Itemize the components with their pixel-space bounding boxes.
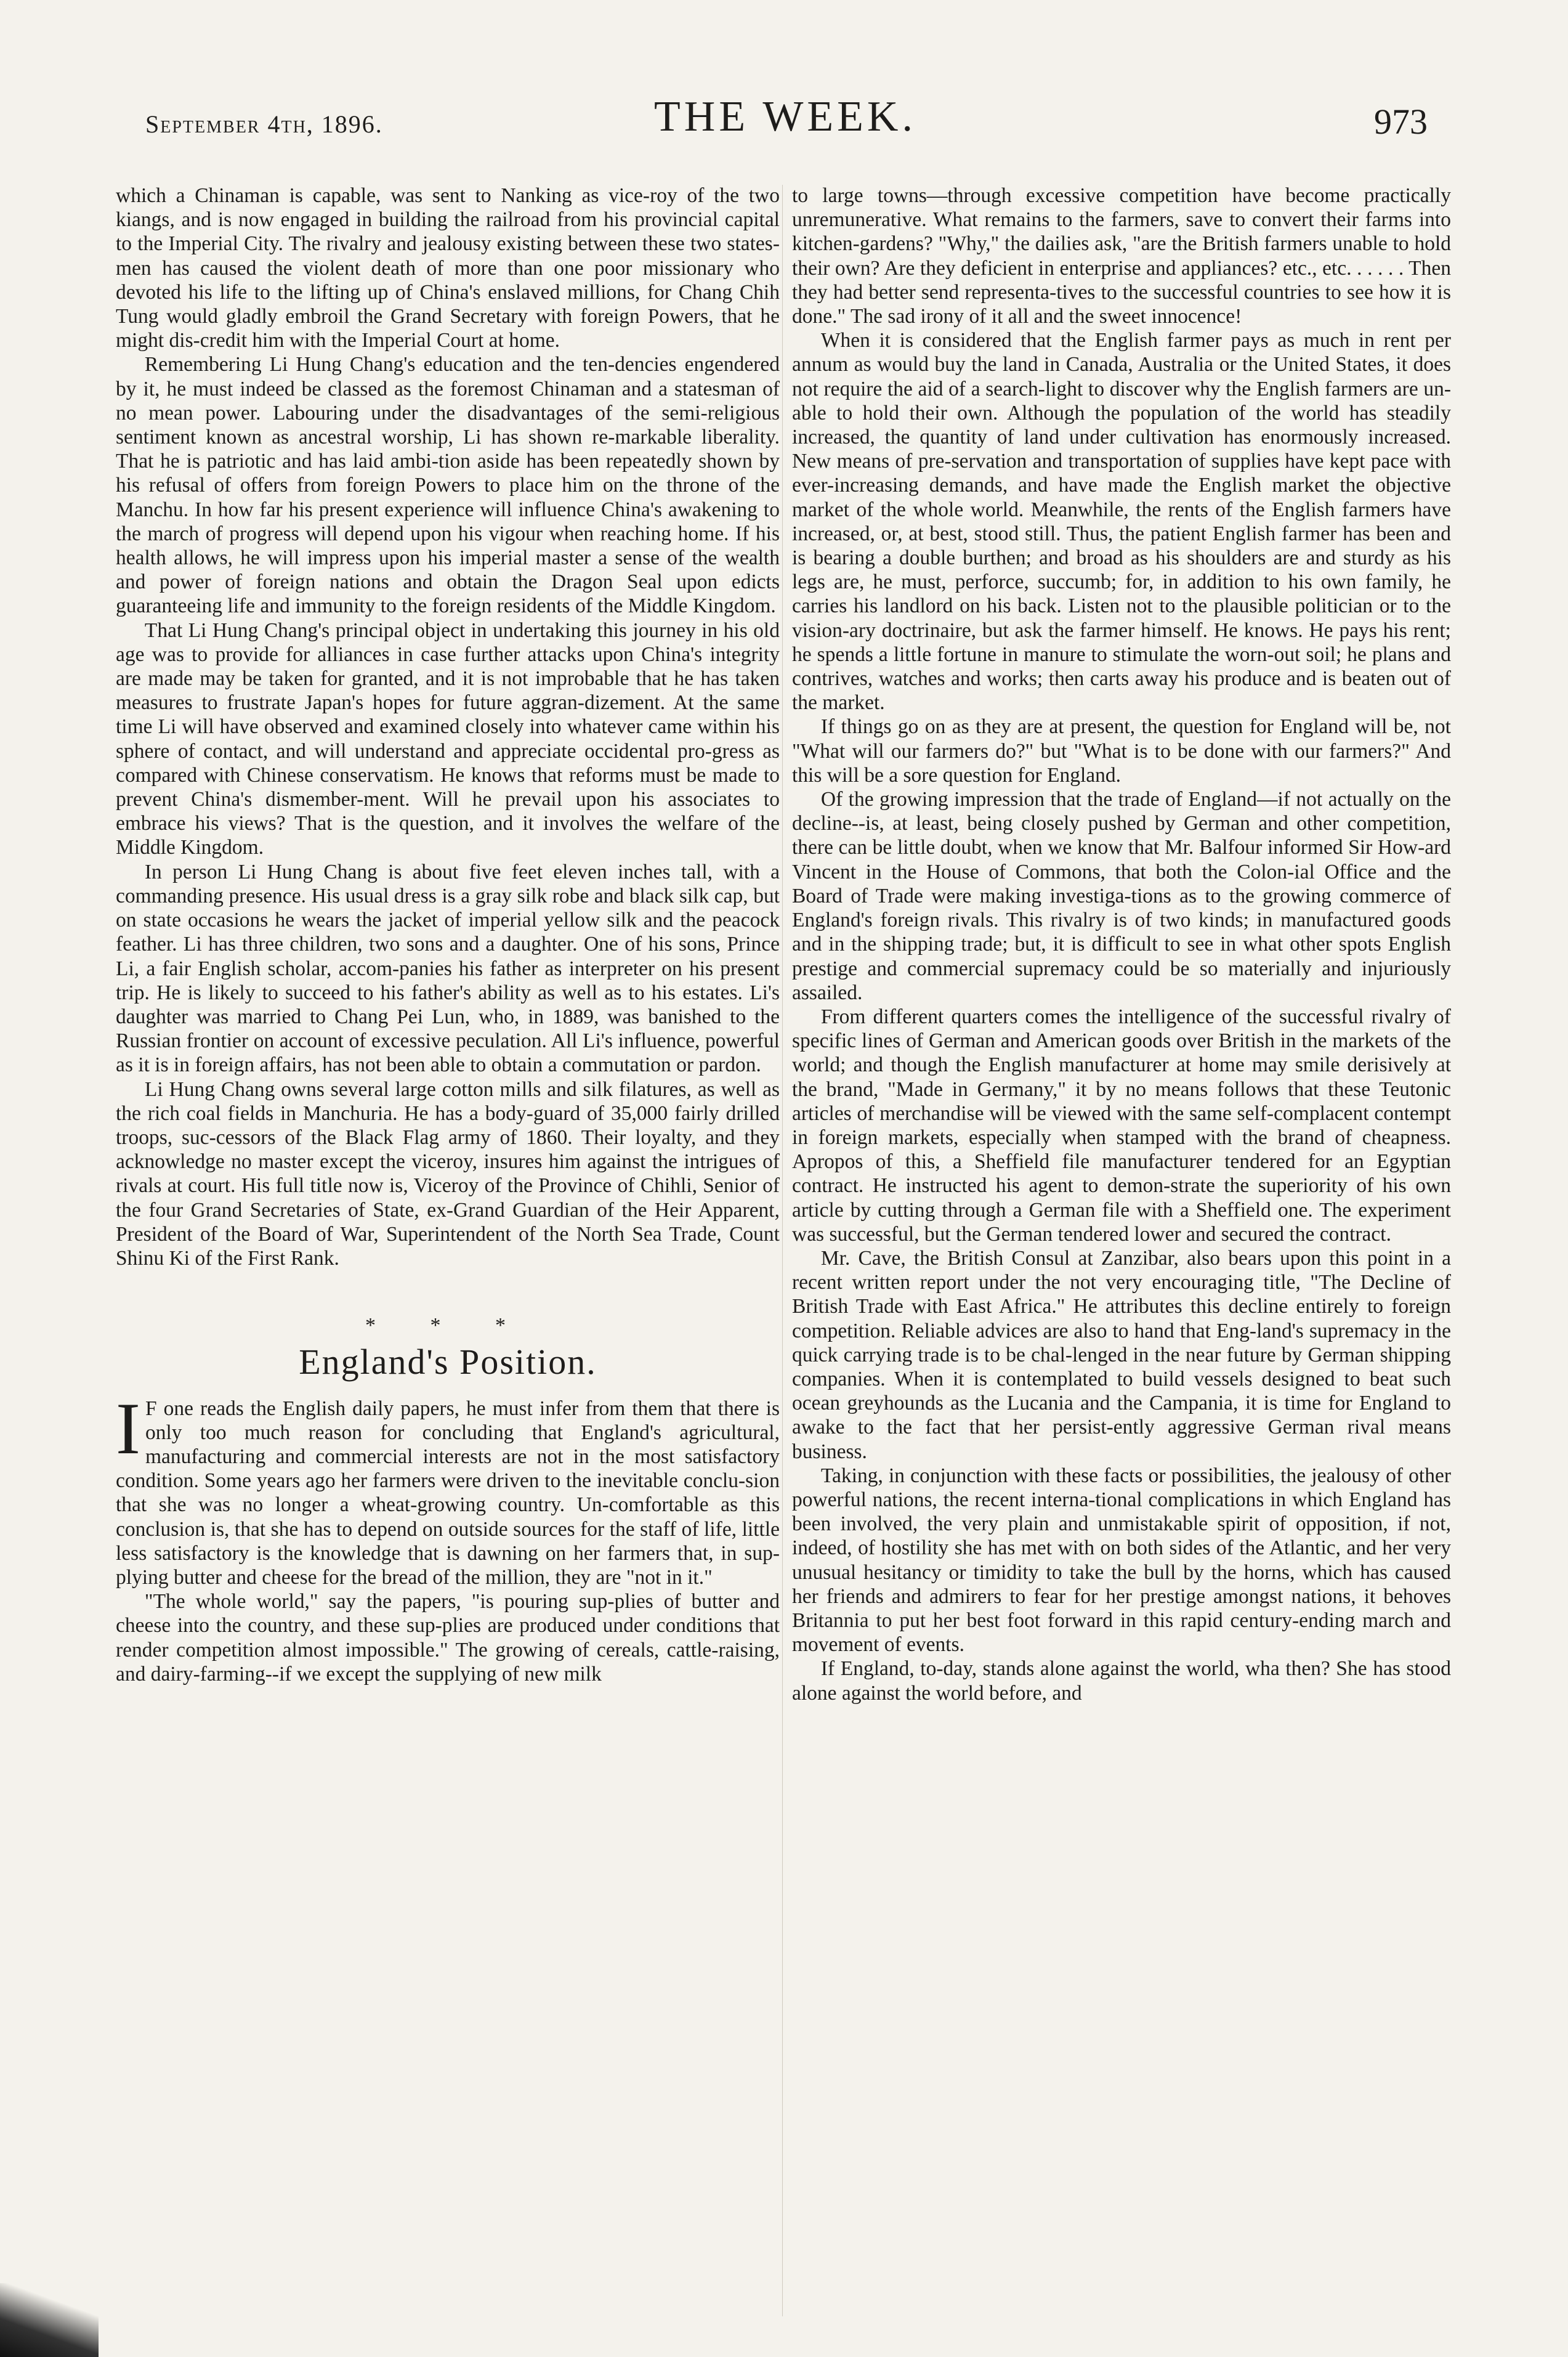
paragraph: Mr. Cave, the British Consul at Zanzibar, also bears upon this point in a recent written report under the not very encouraging title, "The Decline of British Trade with East Africa." He attributes this decline entirely to foreign competition. Reliable advices are also to hand that Eng-land's supremacy in the quick carrying trade is to be chal-lenged in the near future by German shipping companies. When it is contemplated to build vessels designed to beat such ocean greyhounds as the Lucania and the Campania, it is time for England to awake to the fact that her persist-ently aggressive German rival means business. xyxy=(792,1246,1451,1463)
paragraph: When it is considered that the English farmer pays as much in rent per annum as would buy the land in Canada, Australia or the United States, it does not require the aid of a search-light to discover why the English farmers are un-able to hold their own. Although the population of the world has steadily increased, the quantity of land under cultivation has enormously increased. New means of pre-servation and transportation of supplies have kept pace with ever-increasing demands, and have made the English market the objective market of the whole world. Meanwhile, the rents of the English farmers have increased, or, at best, stood still. Thus, the patient English farmer has been and is bearing a double burthen; and broad as his shoulders are and sturdy as his legs are, he must, perforce, succumb; for, in addition to his own family, he carries his landlord on his back. Listen not to the plausible politician or to the vision-ary doctrinaire, but ask the farmer himself. He knows. He pays his rent; he spends a little fortune in manure to stimulate the worn-out soil; he plans and contrives, watches and works; then carts away his produce and is beaten out of the market. xyxy=(792,329,1451,715)
drop-cap: I xyxy=(116,1387,140,1469)
paragraph: That Li Hung Chang's principal object in undertaking this journey in his old age was to provide for alliances in case further attacks upon China's integrity are made may be taken for granted, and it is not improbable that he has taken measures to frustrate Japan's hopes for future aggran-dizement. At the same time Li will have observed and examined closely into whatever came within his sphere of contact, and will understand and appreciate occidental pro-gress as compared with Chinese conservatism. He knows that reforms must be made to prevent China's dismember-ment. Will he prevail upon his associates to embrace his views? That is the question, and it involves the welfare of the Middle Kingdom. xyxy=(116,619,780,859)
page-number: 973 xyxy=(1374,102,1428,142)
issue-date: September 4th, 1896. xyxy=(145,110,383,138)
paragraph: Remembering Li Hung Chang's education and the ten-dencies engendered by it, he must indeed be classed as the foremost Chinaman and a statesman of no mean power. Labouring under the disadvantages of the semi-religious sentiment known as ancestral worship, Li has shown re-markable liberality. That he is patriotic and has laid ambi-tion aside has been repeatedly shown by his refusal of offers from foreign Powers to place him on the throne of the Manchu. In how far his present experience will influence China's awakening to the march of progress will depend upon his vigour when reaching home. If his health allows, he will impress upon his imperial master a sense of the wealth and power of foreign nations and obtain the Dragon Seal upon edicts guaranteeing life and immunity to the foreign residents of the Middle Kingdom. xyxy=(116,353,780,618)
paragraph xyxy=(116,1387,780,1590)
publication-title: THE WEEK. xyxy=(654,93,916,140)
running-head xyxy=(0,92,1568,160)
paragraph-text: F one reads the English daily papers, he must infer from them that there is only too much reason for concluding that England's agricultural, manufacturing and commercial interests are not in the most satisfactory condition. Some years ago her farmers were driven to the inevitable conclu-sion that she was no longer a wheat-growing country. Un-comfortable as this conclusion is, that she has to depend on outside sources for the staff of life, little less satisfactory is the knowledge that is dawning on her farmers that, in sup-plying butter and cheese for the bread of the million, they are "not in it." xyxy=(116,1397,780,1589)
scan-corner-shadow xyxy=(0,2283,99,2357)
paragraph: If things go on as they are at present, the question for England will be, not "What will our farmers do?" but "What is to be done with our farmers?" And this will be a sore question for England. xyxy=(792,715,1451,787)
column-divider xyxy=(782,185,783,2316)
paragraph: which a Chinaman is capable, was sent to Nanking as vice-roy of the two kiangs, and is now engaged in building the railroad from his provincial capital to the Imperial City. The rivalry and jealousy existing between these two states-men has caused the violent death of more than one poor missionary who devoted his life to the lifting up of China's enslaved millions, for Chang Chih Tung would gladly embroil the Grand Secretary with foreign Powers, that he might dis-credit him with the Imperial Court at home. xyxy=(116,184,780,352)
paragraph: Of the growing impression that the trade of England—if not actually on the decline--is, at least, being closely pushed by German and other competition, there can be little doubt, when we know that Mr. Balfour informed Sir How-ard Vincent in the House of Commons, that both the Colon-ial Office and the Board of Trade were making investiga-tions as to the growing commerce of England's foreign rivals. This rivalry is of two kinds; in manufactured goods and in the shipping trade; but, it is difficult to see in what other spots English prestige and commercial supremacy could be so materially and injuriously assailed. xyxy=(792,788,1451,1004)
paragraph: In person Li Hung Chang is about five feet eleven inches tall, with a commanding presence. His usual dress is a gray silk robe and black silk cap, but on state occasions he wears the jacket of imperial yellow silk and the peacock feather. Li has three children, two sons and a daughter. One of his sons, Prince Li, a fair English scholar, accom-panies his father as interpreter on his present trip. He is likely to succeed to his father's ability as well as to his estates. Li's daughter was married to Chang Pei Lun, who, in 1889, was banished to the Russian frontier on account of excessive peculation. All Li's influence, powerful as it is in foreign affairs, has not been able to obtain a commutation or pardon. xyxy=(116,860,780,1077)
paragraph: "The whole world," say the papers, "is pouring sup-plies of butter and cheese into the country, and these sup-plies are produced under conditions that render competition almost impossible." The growing of cereals, cattle-raising, and dairy-farming--if we except the supplying of new milk xyxy=(116,1590,780,1686)
paragraph: From different quarters comes the intelligence of the successful rivalry of specific lines of German and American goods over British in the markets of the world; and though the English manufacturer at home may smile derisively at the brand, "Made in Germany," it by no means follows that these Teutonic articles of merchandise will be viewed with the same self-complacent contempt in foreign markets, especially when stamped with the brand of cheapness. Apropos of this, a Sheffield file manufacturer tendered for an Egyptian contract. He instructed his agent to demon-strate the superiority of his own article by cutting through a German file with a Sheffield one. The experiment was successful, but the German tendered lower and secured the contract. xyxy=(792,1005,1451,1246)
right-column xyxy=(792,184,1451,1705)
paragraph: Taking, in conjunction with these facts or possibilities, the jealousy of other powerful nations, the recent interna-tional complications in which England has been involved, the very plain and unmistakable spirit of opposition, if not, indeed, of hostility she has met with on both sides of the Atlantic, and her very unusual hesitancy or timidity to take the bull by the horns, which has caused her friends and admirers to fear for her prestige amongst nations, it behoves Britannia to put her best foot forward in this rapid century-ending march and movement of events. xyxy=(792,1464,1451,1657)
paragraph: If England, to-day, stands alone against the world, wha then? She has stood alone against the world before, and xyxy=(792,1657,1451,1705)
left-column xyxy=(116,184,780,1686)
paragraph: to large towns—through excessive competition have become practically unremunerative. What remains to the farmers, save to convert their farms into kitchen-gardens? "Why," the dailies ask, "are the British farmers unable to hold their own? Are they deficient in enterprise and appliances? etc., etc. . . . . . Then they had better send representa-tives to the successful countries to see how it is done." The sad irony of it all and the sweet innocence! xyxy=(792,184,1451,328)
paragraph: Li Hung Chang owns several large cotton mills and silk filatures, as well as the rich coal fields in Manchuria. He has a body-guard of 35,000 fairly drilled troops, suc-cessors of the Black Flag army of 1860. Their loyalty, and they acknowledge no master except the viceroy, insures him against the intrigues of rivals at court. His full title now is, Viceroy of the Province of Chihli, Senior of the four Grand Secretaries of State, ex-Grand Guardian of the Heir Apparent, President of the Board of War, Superintendent of the North Sea Trade, Count Shinu Ki of the First Rank. xyxy=(116,1077,780,1270)
section-separator: * * * xyxy=(365,1314,530,1337)
article-title: England's Position. xyxy=(299,1342,597,1382)
